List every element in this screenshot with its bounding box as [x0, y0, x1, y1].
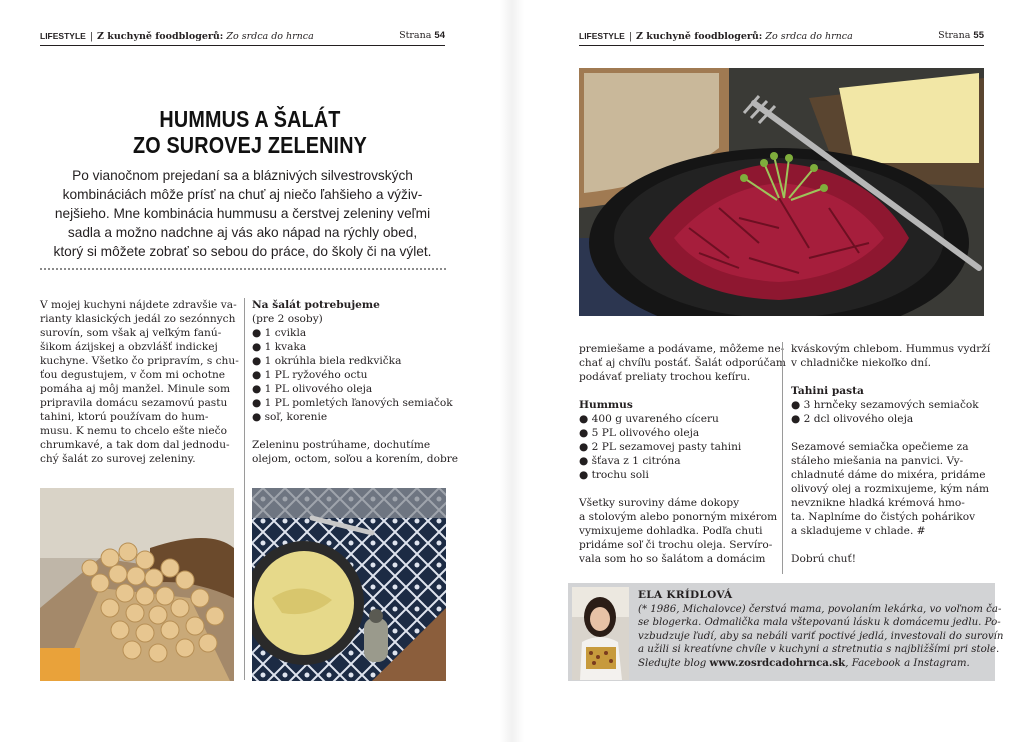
body-column-1: V mojej kuchyni nájdete zdravšie va- rianty klasických jedál zo sezónnych surovín, som však aj veľkým fanú- šikom ázijskej a obzvlášť indickej kuchyne. Všetko čo pripravím, s chu- ťou degustujem, v čom mi ochotne pomáha aj môj manžel. Minule som pripravila domácu sezamovú pastu tahini, ktorú používam do hum- musu. K nemu to chcelo ešte niečo chrumkavé, a tak dom dal jednodu- chý šalát zo surovej zeleniny. — [40, 299, 239, 465]
header-rule — [579, 45, 984, 46]
hummus-bowl-photo — [252, 488, 446, 681]
ingredient-item: ● 1 PL ryžového octu — [252, 369, 368, 381]
author-portrait — [572, 587, 629, 680]
ingredient-item: ● 400 g uvareného cíceru — [579, 413, 719, 425]
series-title: Z kuchyně foodblogerů: — [97, 31, 224, 42]
ingredient-item: ● šťava z 1 citróna — [579, 455, 681, 467]
spine-gutter — [500, 0, 524, 742]
ingredient-item: ● 2 dcl olivového oleja — [791, 413, 914, 425]
ingredient-item: ● trochu soli — [579, 469, 649, 481]
running-header: LIFESTYLE | Z kuchyně foodblogerů: Zo srdca do hrnca — [579, 31, 853, 42]
column-subtitle: Zo srdca do hrnca — [226, 31, 314, 42]
ingredient-item: ● 1 PL pomletých ľanových semiačok — [252, 397, 453, 409]
page-right — [524, 0, 1024, 742]
blog-link[interactable]: www.zosrdcadohrnca.sk — [709, 656, 846, 669]
chickpeas-photo — [40, 488, 234, 681]
ingredient-item: ● 3 hrnčeky sezamových semiačok — [791, 399, 979, 411]
series-title: Z kuchyně foodblogerů: — [636, 31, 763, 42]
author-bio-text: ELA KRÍDLOVÁ (* 1986, Michalovce) čerstvá mama, povolaním lekárka, vo voľnom ča- se blogerka. Odmalička mala vštepovanú lásku k domácemu jedlu. Po- vzbudzuje ľudí, aby sa nebáli variť poctivé jedlá, investovali do surovín a užili si kreatívne chvíle v kuchyni a stretnutia s najbližšími pri stole. Sledujte blog www.zosrdcadohrnca.sk, Facebook a Instagram. — [638, 589, 1004, 669]
column-separator — [244, 298, 245, 680]
body-column-2: kváskovým chlebom. Hummus vydrží v chladničke niekoľko dní. Tahini pasta ● 3 hrnčeky sezamových semiačok ● 2 dcl olivového oleja Sezamové semiačka opečieme za stáleho miešania na panvici. Vy- chladnuté dáme do mixéra, pridáme olivový olej a rozmixujeme, kým nám nevznikne hladká krémová hmo- ta. Naplníme do čistých pohárikov a skladujeme v chlade. # Dobrú chuť! — [791, 343, 991, 565]
body-column-1: premiešame a podávame, môžeme ne- chať aj chvíľu postáť. Šalát odporúčam podávať preliaty trochou kefíru. Hummus ● 400 g uvareného cíceru ● 5 PL olivového oleja ● 2 PL sezamovej pasty tahini ● šťava z 1 citróna ● trochu soli Všetky suroviny dáme dokopy a stolovým alebo ponorným mixérom vymixujeme dohladka. Podľa chuti pridáme soľ či trochu oleja. Servíro- vala som ho so šalátom a domácim — [579, 343, 786, 565]
running-header: LIFESTYLE | Z kuchyně foodblogerů: Zo srdca do hrnca — [40, 31, 314, 42]
ingredient-item: ● 1 cvikla — [252, 327, 307, 339]
ingredient-item: ● 1 okrúhla biela redkvička — [252, 355, 402, 367]
beet-salad-photo — [579, 68, 984, 316]
ingredient-item: ● 5 PL olivového oleja — [579, 427, 700, 439]
column-separator — [782, 342, 783, 574]
page-left — [0, 0, 500, 742]
ingredient-item: ● soľ, korenie — [252, 411, 328, 423]
ingredient-item: ● 1 PL olivového oleja — [252, 383, 373, 395]
body-column-2: Na šalát potrebujeme (pre 2 osoby) ● 1 cvikla ● 1 kvaka ● 1 okrúhla biela redkvička ● 1 PL ryžového octu ● 1 PL olivového oleja ● 1 PL pomletých ľanových semiačok ● soľ, korenie Zeleninu postrúhame, dochutíme olejom, octom, soľou a korením, dobre — [252, 299, 459, 465]
tahini-heading: Tahini pasta — [791, 385, 864, 397]
ingredient-item: ● 1 kvaka — [252, 341, 307, 353]
section-label: LIFESTYLE — [579, 31, 625, 41]
author-name: ELA KRÍDLOVÁ — [638, 589, 733, 601]
column-subtitle: Zo srdca do hrnca — [765, 31, 853, 42]
hummus-heading: Hummus — [579, 399, 633, 411]
author-bio-box — [568, 583, 1004, 681]
section-label: LIFESTYLE — [40, 31, 86, 41]
closing-line: Dobrú chuť! — [791, 553, 857, 565]
ingredient-item: ● 2 PL sezamovej pasty tahini — [579, 441, 742, 453]
page-number: Strana 54 — [399, 30, 445, 41]
dotted-divider — [40, 268, 446, 270]
header-rule — [40, 45, 445, 46]
page-number: Strana 55 — [938, 30, 984, 41]
lead-paragraph: Po vianočnom prejedaní sa a bláznivých silvestrovských kombináciách môže prísť na chuť aj niečo ľahšieho a výživ- nejšieho. Mne kombinácia hummusu a čerstvej zeleniny veľmi sadla a možno nadchne aj vás ako nápad na rýchly obed, ktorý si môžete zobrať so sebou do práce, do školy či na výlet. — [53, 168, 432, 259]
salad-heading: Na šalát potrebujeme — [252, 299, 380, 311]
article-title: HUMMUS A ŠALÁT ZO SUROVEJ ZELENINY — [132, 106, 368, 158]
